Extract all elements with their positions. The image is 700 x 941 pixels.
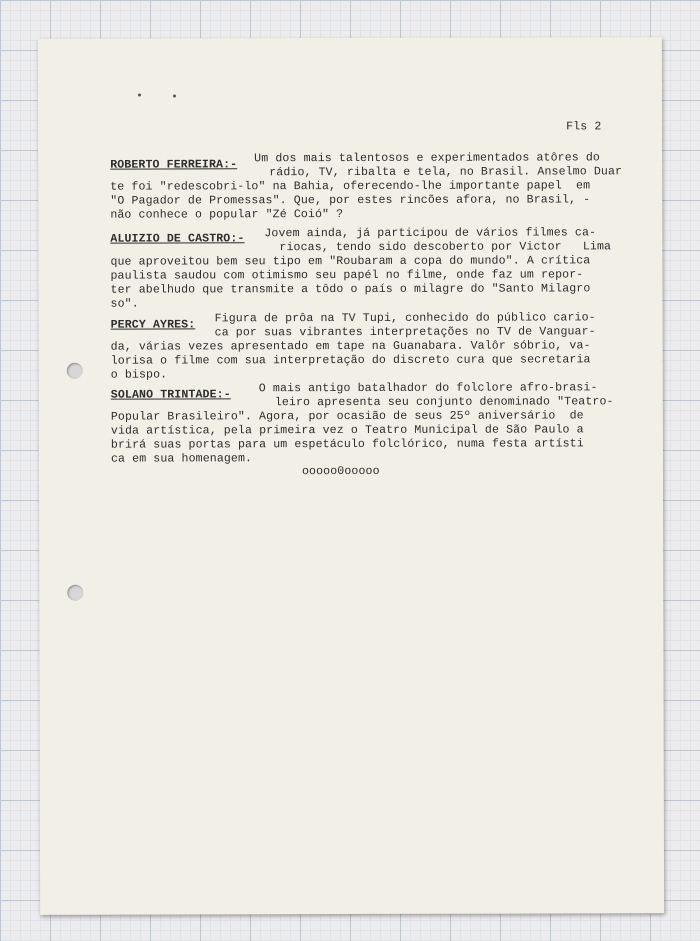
punch-hole-bottom [67, 585, 83, 601]
entry-text-line: Jovem ainda, já participou de vários filmes ca- [264, 226, 597, 241]
entry-text-line: que aproveitou bem seu tipo em "Roubaram a copa do mundo". A crítica [110, 254, 591, 269]
entry-text-line: não conhece o popular "Zé Coió" ? [110, 208, 344, 222]
entry-text-line: Figura de prôa na TV Tupi, conhecido do público cario- [214, 311, 596, 326]
entry-name: ROBERTO FERREIRA:- [110, 158, 238, 172]
entry-text-line: ca por suas vibrantes interpretações no TV de Vanguar- [214, 325, 596, 340]
entry-name: ALUIZIO DE CASTRO:- [110, 232, 245, 246]
entry-text-line: te foi "redescobri-lo" na Bahia, oferecendo-lhe importante papel em [110, 179, 591, 194]
entry-text-line: vida artística, pela primeira vez o Teatro Municipal de São Paulo a [110, 423, 584, 438]
entry-text-line: ter abelhudo que transmite a tôdo o país o milagre do "Santo Milagro [110, 282, 591, 297]
punch-hole-top [67, 363, 83, 379]
entry-name: PERCY AYRES: [110, 318, 196, 332]
entry-name: SOLANO TRINTADE:- [110, 388, 231, 402]
ink-speck [173, 94, 176, 97]
entry-text-line: rádio, TV, ribalta e tela, no Brasil. Anselmo Duar [269, 165, 623, 180]
entry-text-line: O mais antigo batalhador do folclore afro-brasi- [258, 381, 598, 396]
end-mark: ooooo0ooooo [301, 464, 380, 479]
entry-text-line: "O Pagador de Promessas". Que, por estes rincões afora, no Brasil, - [110, 193, 591, 208]
entry-text-line: riocas, tendo sido descoberto por Victor Lima [279, 240, 612, 255]
entry-text-line: brirá suas portas para um espetáculo folclórico, numa festa artísti [110, 437, 584, 452]
entry-text-line: lorisa o filme com sua interpretação do discreto cura que secretaria [110, 353, 591, 368]
entry-text-line: so". [110, 297, 139, 311]
entry-text-line: Popular Brasileiro". Agora, por ocasião de seus 25º aniversário de [110, 409, 584, 424]
entry-text-line: da, várias vezes apresentado em tape na Guanabara. Valôr sóbrio, va- [110, 339, 591, 354]
entry-text-line: paulista saudou com otimismo seu papél no filme, onde faz um repor- [110, 268, 584, 283]
entry-text-line: ca em sua homenagem. [110, 452, 253, 466]
ink-speck [138, 94, 141, 97]
entry-text-line: o bispo. [110, 368, 168, 382]
page-number: Fls 2 [566, 120, 602, 134]
entry-text-line: Um dos mais talentosos e experimentados atôres do [254, 151, 600, 166]
paper-sheet [38, 37, 664, 915]
entry-text-line: leiro apresenta seu conjunto denominado "Teatro- [274, 395, 614, 410]
